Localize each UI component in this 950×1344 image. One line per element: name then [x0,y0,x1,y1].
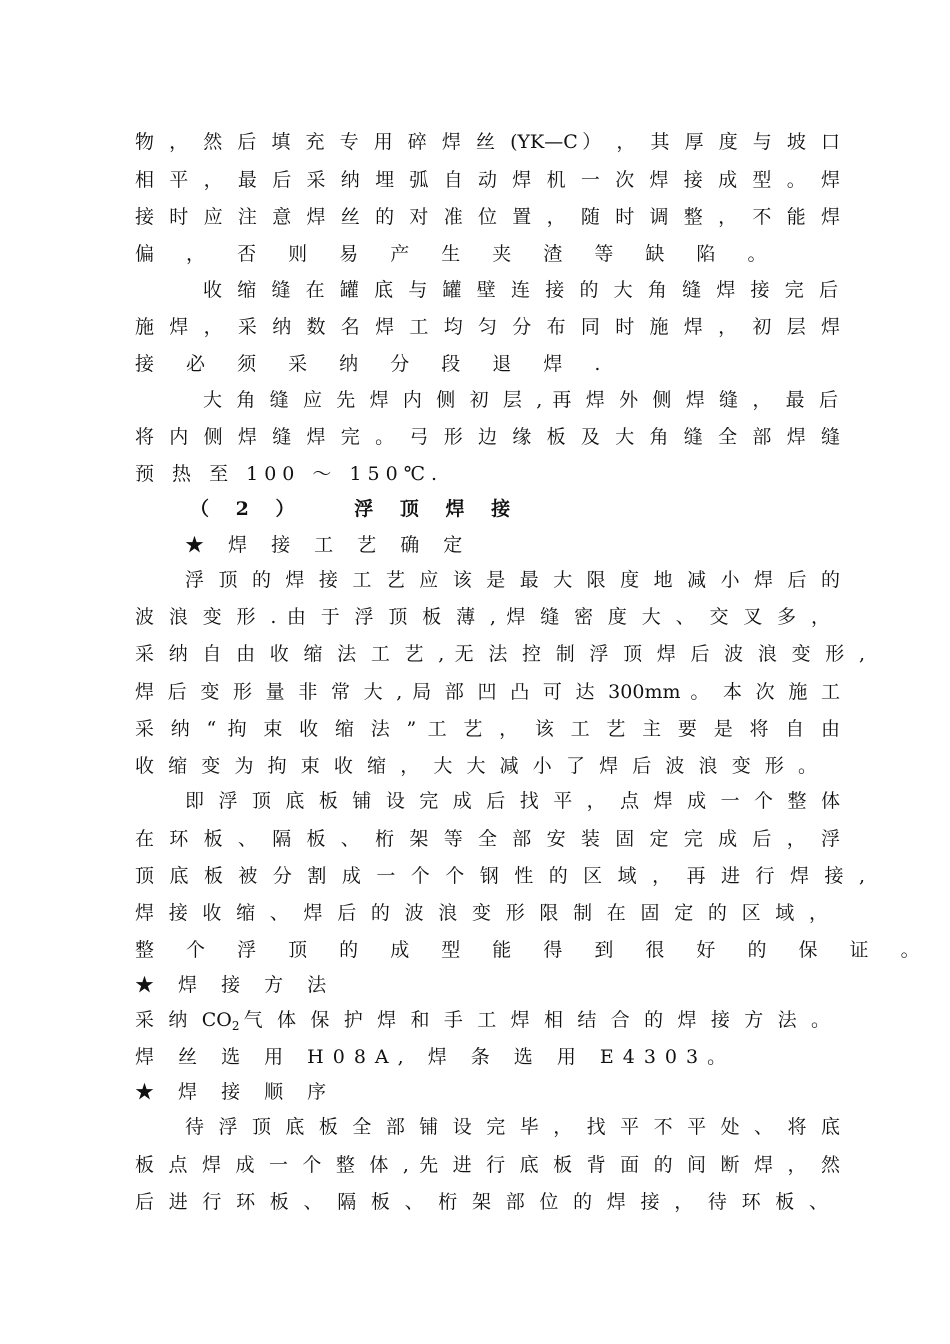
paragraph-line: 采 纳 自 由 收 缩 法 工 艺 , 无 法 控 制 浮 顶 焊 后 波 浪 变 形 , [135,643,865,665]
paragraph-line: 接 必 须 采 纳 分 段 退 焊 . [135,353,614,375]
paragraph-line: 将 内 侧 焊 缝 焊 完 。 弓 形 边 缘 板 及 大 角 缝 全 部 焊 缝 [135,426,840,448]
subsection-heading: ★ 焊 接 顺 序 [135,1081,336,1103]
paragraph-line: 波 浪 变 形 . 由 于 浮 顶 板 薄 , 焊 缝 密 度 大 、 交 叉 多 ， [135,606,830,628]
paragraph-line: 板 点 焊 成 一 个 整 体 , 先 进 行 底 板 背 面 的 间 断 焊 ， 然 [135,1154,840,1176]
section-heading: （ 2 ） 浮 顶 焊 接 [190,498,521,520]
paragraph-line: 收 缩 变 为 拘 束 收 缩 ， 大 大 减 小 了 焊 后 波 浪 变 形 。 [135,755,817,777]
paragraph-line: 接 时 应 注 意 焊 丝 的 对 准 位 置 ， 随 时 调 整 ， 不 能 焊 [135,206,840,228]
paragraph-line: 焊 后 变 形 量 非 常 大 , 局 部 凹 凸 可 达 300mm 。 本 次 施 工 [135,681,840,703]
paragraph-line: 相 平 ， 最 后 采 纳 埋 弧 自 动 焊 机 一 次 焊 接 成 型 。 焊 [135,169,840,191]
paragraph-line: 施 焊 ， 采 纳 数 名 焊 工 均 匀 分 布 同 时 施 焊 ， 初 层 焊 [135,316,840,338]
paragraph-line: 大 角 缝 应 先 焊 内 侧 初 层 , 再 焊 外 侧 焊 缝 ， 最 后 [203,389,838,411]
paragraph-line: 在 环 板 、 隔 板 、 桁 架 等 全 部 安 装 固 定 完 成 后 ， 浮 [135,828,840,850]
paragraph-line: 待 浮 顶 底 板 全 部 铺 设 完 毕 ， 找 平 不 平 处 、 将 底 [185,1116,840,1138]
paragraph-line: 焊 接 收 缩 、 焊 后 的 波 浪 变 形 限 制 在 固 定 的 区 域 ， [135,902,828,924]
subsection-heading: ★ 焊 接 方 法 [135,974,336,996]
paragraph-line: 物 ， 然 后 填 充 专 用 碎 焊 丝 (YK—C） ， 其 厚 度 与 坡 口 [135,131,840,153]
paragraph-line: 浮 顶 的 焊 接 工 艺 应 该 是 最 大 限 度 地 减 小 焊 后 的 [185,569,840,591]
paragraph-line: 即 浮 顶 底 板 铺 设 完 成 后 找 平 ， 点 焊 成 一 个 整 体 [185,790,840,812]
text-run: 气 体 保 护 焊 和 手 工 焊 相 结 合 的 焊 接 方 法 。 [239,1009,830,1031]
text-run: 采 纳 CO [135,1009,232,1031]
paragraph-line: 采 纳 “ 拘 束 收 缩 法 ” 工 艺 ， 该 工 艺 主 要 是 将 自 由 [135,718,840,740]
paragraph-line: 偏 ， 否 则 易 产 生 夹 渣 等 缺 陷 。 [135,243,780,265]
paragraph-line: 预 热 至 100 ～ 150℃. [135,463,444,485]
paragraph-line: 焊 丝 选 用 H08A, 焊 条 选 用 E4303。 [135,1046,736,1068]
subscript: 2 [231,1019,240,1033]
paragraph-line: 整 个 浮 顶 的 成 型 能 得 到 很 好 的 保 证 。 [135,939,933,961]
subsection-heading: ★ 焊 接 工 艺 确 定 [185,534,472,556]
paragraph-line: 收 缩 缝 在 罐 底 与 罐 壁 连 接 的 大 角 缝 焊 接 完 后 [203,279,838,301]
paragraph-line [135,1008,830,1032]
paragraph-line: 顶 底 板 被 分 割 成 一 个 个 钢 性 的 区 域 ， 再 进 行 焊 接 , [135,865,865,887]
paragraph-line: 后 进 行 环 板 、 隔 板 、 桁 架 部 位 的 焊 接 ， 待 环 板 、 [135,1191,828,1213]
